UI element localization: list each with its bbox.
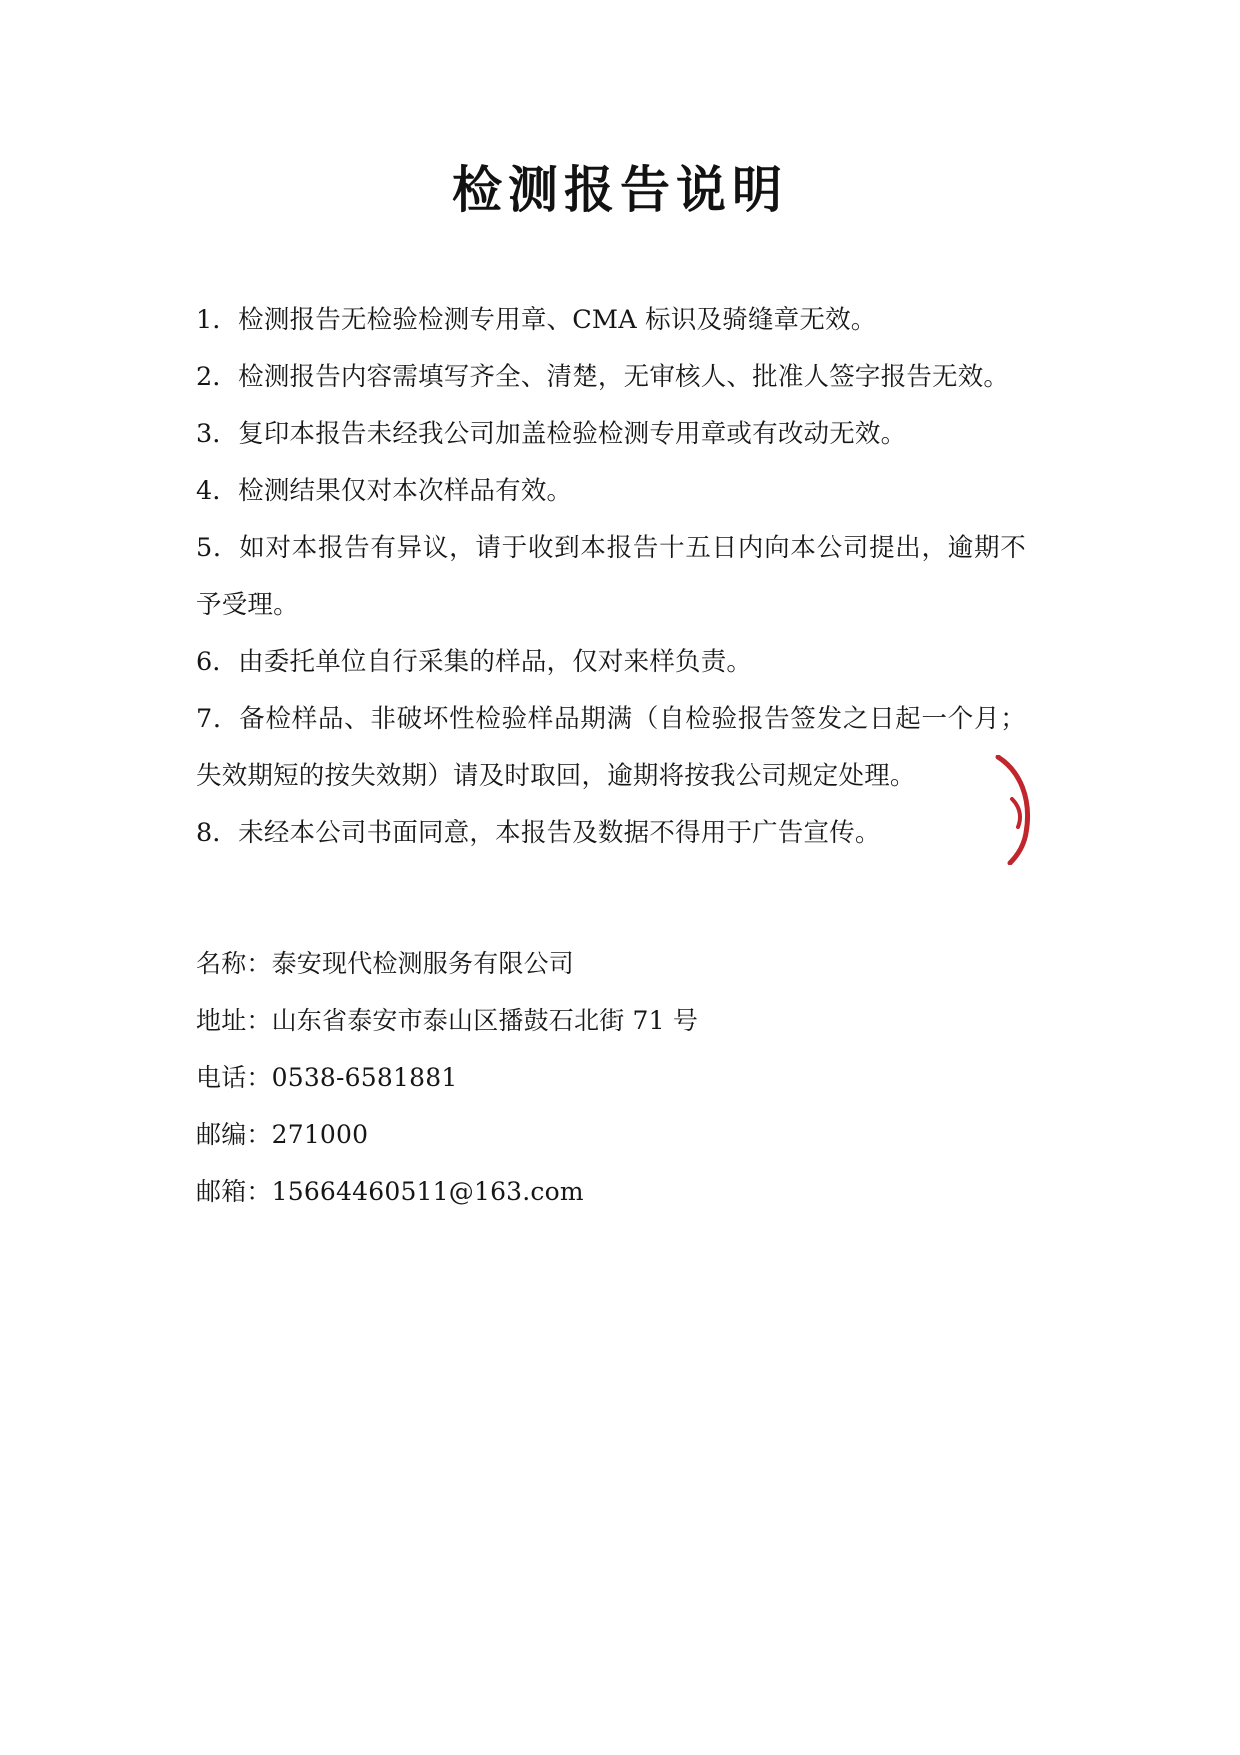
contact-value: 15664460511@163.com — [271, 1177, 584, 1206]
contact-block — [196, 935, 1026, 1220]
contact-row-email — [196, 1163, 1026, 1220]
clause-item: 5．如对本报告有异议，请于收到本报告十五日内向本公司提出，逾期不予受理。 — [196, 533, 1026, 620]
contact-value: 271000 — [271, 1120, 369, 1149]
contact-label: 地址： — [196, 1006, 272, 1035]
contact-row-phone — [196, 1049, 1026, 1106]
contact-value: 山东省泰安市泰山区播鼓石北街 71 号 — [271, 1006, 699, 1035]
contact-row-postcode — [196, 1106, 1026, 1163]
contact-label: 邮箱： — [196, 1177, 272, 1206]
clause-item: 4．检测结果仅对本次样品有效。 — [196, 476, 573, 506]
contact-label: 电话： — [196, 1063, 272, 1092]
clause-item: 3．复印本报告未经我公司加盖检验检测专用章或有改动无效。 — [196, 419, 907, 449]
clause-item: 1．检测报告无检验检测专用章、CMA 标识及骑缝章无效。 — [196, 305, 877, 335]
contact-row-name — [196, 935, 1026, 992]
contact-label: 邮编： — [196, 1120, 272, 1149]
contact-value: 泰安现代检测服务有限公司 — [271, 949, 575, 978]
clause-item: 2．检测报告内容需填写齐全、清楚，无审核人、批准人签字报告无效。 — [196, 362, 1010, 392]
contact-row-address — [196, 992, 1026, 1049]
clause-item: 6．由委托单位自行采集的样品，仅对来样负责。 — [196, 647, 753, 677]
clause-item: 7．备检样品、非破坏性检验样品期满（自检验报告签发之日起一个月；失效期短的按失效期）请及时取回，逾期将按我公司规定处理。 — [196, 704, 1026, 791]
contact-value: 0538-6581881 — [271, 1063, 458, 1092]
contact-label: 名称： — [196, 949, 272, 978]
page-title: 检测报告说明 — [452, 160, 788, 219]
clause-list — [196, 292, 1026, 862]
clause-item: 8．未经本公司书面同意，本报告及数据不得用于广告宣传。 — [196, 818, 881, 848]
